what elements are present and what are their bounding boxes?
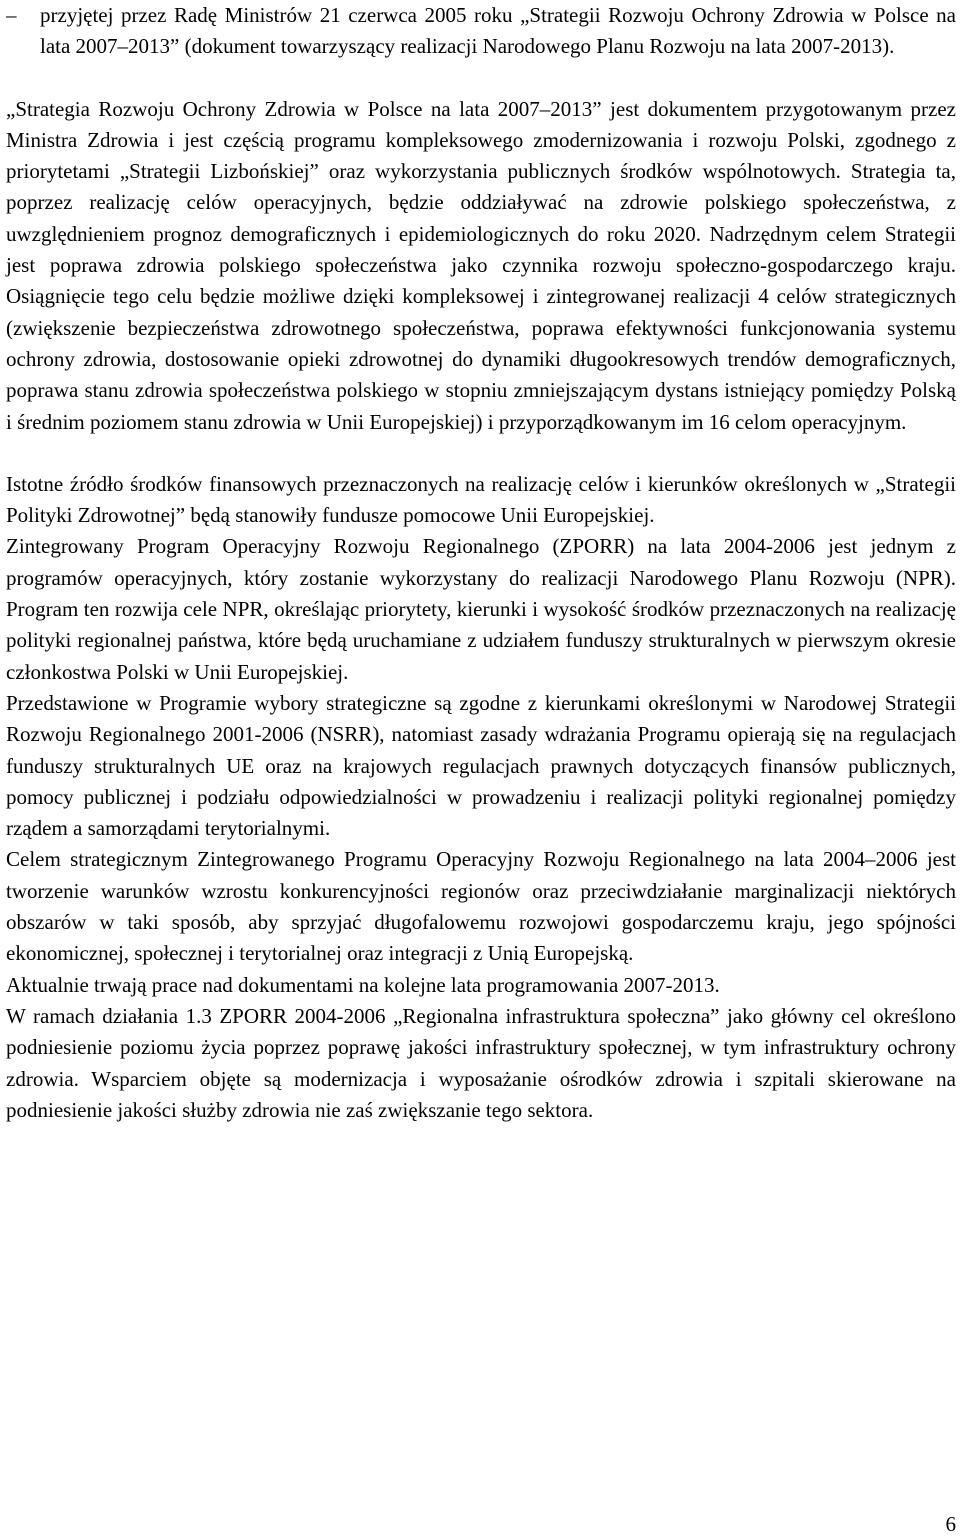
page-number: 6	[945, 1512, 956, 1536]
paragraph-measure-1-3: W ramach działania 1.3 ZPORR 2004-2006 „Regionalna infrastruktura społeczna” jako główny cel określono podniesienie poziomu życia poprzez poprawę jakości infrastruktury społecznej, w tym infrastruktury ochrony zdrowia. Wsparciem objęte są modernizacja i wyposażanie ośrodków zdrowia i szpitali skierowane na podniesienie jakości służby zdrowia nie zaś zwiększanie tego sektora.	[6, 1003, 956, 1122]
bullet-dash: –	[6, 3, 17, 27]
bullet-item	[6, 0, 956, 63]
paragraph-strategic-goal: Celem strategicznym Zintegrowanego Programu Operacyjny Rozwoju Regionalnego na lata 2004–2006 jest tworzenie warunków wzrostu konkurencyjności regionów oraz przeciwdziałanie marginalizacji niektórych obszarów w taki sposób, aby sprzyjać długofalowemu rozwojowi gospodarczemu kraju, jego spójności ekonomicznej, społecznej i terytorialnej oraz integracji z Unią Europejską.	[6, 847, 956, 966]
paragraph-current-work: Aktualnie trwają prace nad dokumentami na kolejne lata programowania 2007-2013.	[6, 972, 720, 997]
paragraph-strategic-choices: Przedstawione w Programie wybory strategiczne są zgodne z kierunkami określonymi w Narodowej Strategii Rozwoju Regionalnego 2001-2006 (NSRR), natomiast zasady wdrażania Programu opierają się na regulacjach funduszy strukturalnych UE oraz na krajowych regulacjach prawnych dotyczących finansów publicznych, pomocy publicznej i podziału odpowiedzialności w prowadzeniu i realizacji polityki regionalnej pomiędzy rządem a samorządami terytorialnymi.	[6, 690, 956, 841]
paragraph-funding-source: Istotne źródło środków finansowych przeznaczonych na realizację celów i kierunków określonych w „Strategii Polityki Zdrowotnej” będą stanowiły fundusze pomocowe Unii Europejskiej.	[6, 471, 956, 528]
paragraph-strategy-overview: „Strategia Rozwoju Ochrony Zdrowia w Polsce na lata 2007–2013” jest dokumentem przygotowanym przez Ministra Zdrowia i jest częścią programu kompleksowego zmodernizowania i rozwoju Polski, zgodnego z priorytetami „Strategii Lizbońskiej” oraz wykorzystania publicznych środków wspólnotowych. Strategia ta, poprzez realizację celów operacyjnych, będzie oddziaływać na zdrowie polskiego społeczeństwa, z uwzględnieniem prognoz demograficznych i epidemiologicznych do roku 2020. Nadrzędnym celem Strategii jest poprawa zdrowia polskiego społeczeństwa jako czynnika rozwoju społeczno-gospodarczego kraju. Osiągnięcie tego celu będzie możliwe dzięki kompleksowej i zintegrowanej realizacji 4 celów strategicznych (zwiększenie bezpieczeństwa zdrowotnego społeczeństwa, poprawa efektywności funkcjonowania systemu ochrony zdrowia, dostosowanie opieki zdrowotnej do dynamiki długookresowych trendów demograficznych, poprawa stanu zdrowia społeczeństwa polskiego w stopniu zmniejszającym dystans istniejący pomiędzy Polską i średnim poziomem stanu zdrowia w Unii Europejskiej) i przyporządkowanym im 16 celom operacyjnym.	[6, 96, 956, 434]
document-page	[6, 0, 956, 1126]
bullet-item-text: przyjętej przez Radę Ministrów 21 czerwca 2005 roku „Strategii Rozwoju Ochrony Zdrowia w Polsce na lata 2007–2013” (dokument towarzyszący realizacji Narodowego Planu Rozwoju na lata 2007-2013).	[40, 3, 956, 59]
paragraph-zporr-program: Zintegrowany Program Operacyjny Rozwoju Regionalnego (ZPORR) na lata 2004-2006 jest jednym z programów operacyjnych, który zostanie wykorzystany do realizacji Narodowego Planu Rozwoju (NPR). Program ten rozwija cele NPR, określając priorytety, kierunki i wysokość środków przeznaczonych na realizację polityki regionalnej państwa, które będą uruchamiane z udziałem funduszy strukturalnych w pierwszym okresie członkostwa Polski w Unii Europejskiej.	[6, 534, 956, 684]
